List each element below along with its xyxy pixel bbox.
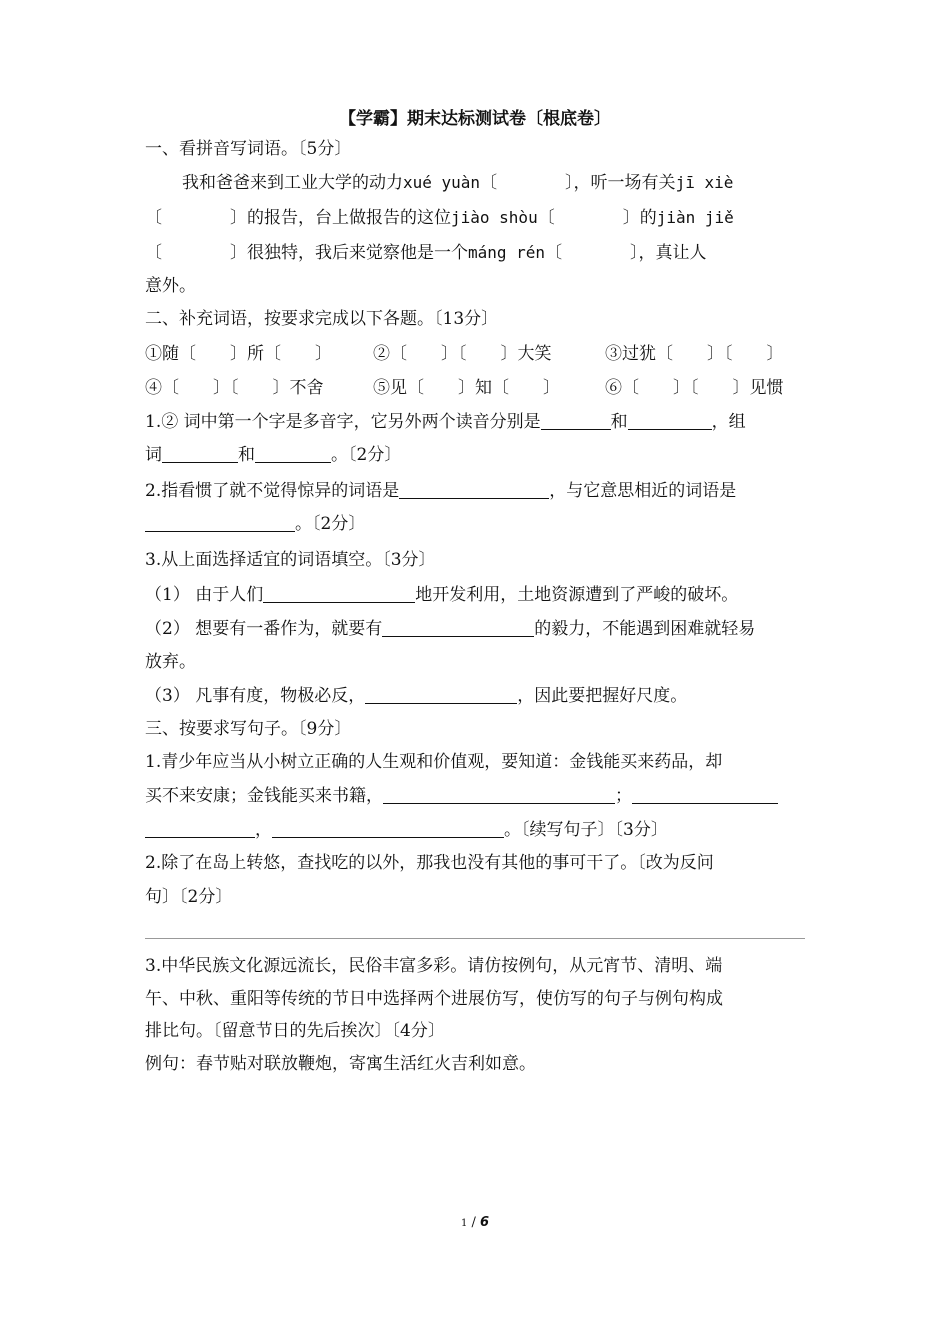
text: 和 bbox=[610, 412, 628, 432]
text: ，因此要把握好尺度。 bbox=[517, 686, 688, 706]
word-item: ②〔 〕〔 〕大笑 bbox=[373, 344, 552, 364]
text: 词 bbox=[145, 445, 162, 465]
s3-q3-line-3: 排比句。〔留意节日的先后挨次〕〔4分〕 bbox=[145, 1021, 445, 1041]
s3-q1-line-2 bbox=[145, 785, 778, 807]
text: 〔 〕，听一场有关 bbox=[480, 173, 676, 193]
word-row-1 bbox=[145, 343, 784, 365]
answer-blank[interactable] bbox=[399, 480, 549, 499]
s3-q1-line-3 bbox=[145, 819, 668, 841]
pinyin: xué yuàn bbox=[403, 173, 481, 192]
word-item: ③过犹〔 〕〔 〕 bbox=[605, 344, 784, 364]
section-2-heading: 二、补充词语，按要求完成以下各题。〔13分〕 bbox=[145, 309, 499, 329]
text: ， bbox=[255, 820, 272, 840]
text: （3） 凡事有度，物极必反， bbox=[145, 686, 366, 706]
s2-q1-line-2 bbox=[145, 444, 401, 466]
text: 〔 〕，真让人 bbox=[545, 243, 707, 263]
text: 买不来安康；金钱能买来书籍， bbox=[145, 786, 383, 806]
text: 。〔续写句子〕〔3分〕 bbox=[504, 820, 668, 840]
s1-line-4: 意外。 bbox=[145, 276, 196, 296]
s2-q3: 3.从上面选择适宜的词语填空。〔3分〕 bbox=[145, 550, 436, 570]
text: 的毅力，不能遇到困难就轻易 bbox=[534, 619, 756, 639]
text: 〔 〕的报告，台上做报告的这位 bbox=[145, 208, 451, 228]
page-number bbox=[0, 1215, 950, 1230]
text: 2.指看惯了就不觉得惊异的词语是 bbox=[145, 481, 400, 501]
answer-blank[interactable] bbox=[628, 411, 712, 430]
text: 地开发利用，土地资源遭到了严峻的破坏。 bbox=[415, 585, 739, 605]
s3-q2-line-2: 句〕〔2分〕 bbox=[145, 887, 233, 907]
s2-q3-2-cont: 放弃。 bbox=[145, 652, 196, 672]
s1-line-1 bbox=[182, 172, 733, 194]
s3-example: 例句：春节贴对联放鞭炮，寄寓生活红火吉利如意。 bbox=[145, 1054, 536, 1074]
text: （1） 由于人们 bbox=[145, 585, 264, 605]
s3-q3-line-2: 午、中秋、重阳等传统的节日中选择两个进展仿写，使仿写的句子与例句构成 bbox=[145, 989, 723, 1009]
answer-blank[interactable] bbox=[382, 618, 534, 637]
text: 〔 〕很独特，我后来觉察他是一个 bbox=[145, 243, 468, 263]
text: （2） 想要有一番作为，就要有 bbox=[145, 619, 383, 639]
text: 和 bbox=[238, 445, 255, 465]
current-page: 1 bbox=[460, 1218, 468, 1229]
text: 。〔2分〕 bbox=[295, 514, 366, 534]
text: 。〔2分〕 bbox=[331, 445, 402, 465]
s2-q3-2 bbox=[145, 618, 755, 640]
text: ，与它意思相近的词语是 bbox=[549, 481, 737, 501]
s1-line-3 bbox=[145, 242, 707, 264]
s3-q3-line-1: 3.中华民族文化源远流长，民俗丰富多彩。请仿按例句，从元宵节、清明、端 bbox=[145, 956, 723, 976]
s2-q1-line-1 bbox=[145, 411, 746, 433]
answer-blank[interactable] bbox=[145, 819, 255, 838]
text: 1.② 词中第一个字是多音字，它另外两个读音分别是 bbox=[145, 412, 541, 432]
answer-blank[interactable] bbox=[383, 785, 615, 804]
s2-q2-line-2 bbox=[145, 513, 365, 535]
section-1-heading: 一、看拼音写词语。〔5分〕 bbox=[145, 139, 352, 159]
s2-q3-1 bbox=[145, 584, 738, 606]
s2-q3-3 bbox=[145, 685, 687, 707]
s1-line-2 bbox=[145, 207, 734, 229]
pinyin: jī xiè bbox=[675, 173, 734, 192]
answer-blank[interactable] bbox=[255, 444, 331, 463]
pinyin: máng rén bbox=[468, 243, 546, 262]
word-item: ①随〔 〕所〔 〕 bbox=[145, 344, 332, 364]
answer-blank[interactable] bbox=[272, 819, 504, 838]
section-3-heading: 三、按要求写句子。〔9分〕 bbox=[145, 719, 352, 739]
text: 〔 〕的 bbox=[537, 208, 657, 228]
word-row-2 bbox=[145, 377, 784, 399]
answer-blank[interactable] bbox=[263, 584, 415, 603]
text: ； bbox=[615, 786, 632, 806]
total-pages: 6 bbox=[479, 1215, 490, 1230]
pinyin: jiàn jiě bbox=[656, 208, 734, 227]
word-item: ⑥〔 〕〔 〕见惯 bbox=[605, 378, 784, 398]
word-item: ⑤见〔 〕知〔 〕 bbox=[373, 378, 560, 398]
answer-blank[interactable] bbox=[365, 685, 517, 704]
page-title: 【学霸】期末达标测试卷〔根底卷〕 bbox=[339, 109, 611, 129]
answer-blank[interactable] bbox=[632, 785, 778, 804]
s3-q1-line-1: 1.青少年应当从小树立正确的人生观和价值观，要知道：金钱能买来药品，却 bbox=[145, 752, 723, 772]
s2-q2-line-1 bbox=[145, 480, 736, 502]
pinyin: jiào shòu bbox=[451, 208, 538, 227]
s3-q2-line-1: 2.除了在岛上转悠，查找吃的以外，那我也没有其他的事可干了。〔改为反问 bbox=[145, 853, 714, 873]
word-item: ④〔 〕〔 〕不舍 bbox=[145, 378, 324, 398]
page-separator: / bbox=[467, 1215, 480, 1230]
text: 我和爸爸来到工业大学的动力 bbox=[182, 173, 403, 193]
answer-blank[interactable] bbox=[145, 513, 295, 532]
answer-line[interactable] bbox=[145, 938, 805, 939]
answer-blank[interactable] bbox=[162, 444, 238, 463]
text: ，组 bbox=[711, 412, 746, 432]
answer-blank[interactable] bbox=[541, 411, 611, 430]
